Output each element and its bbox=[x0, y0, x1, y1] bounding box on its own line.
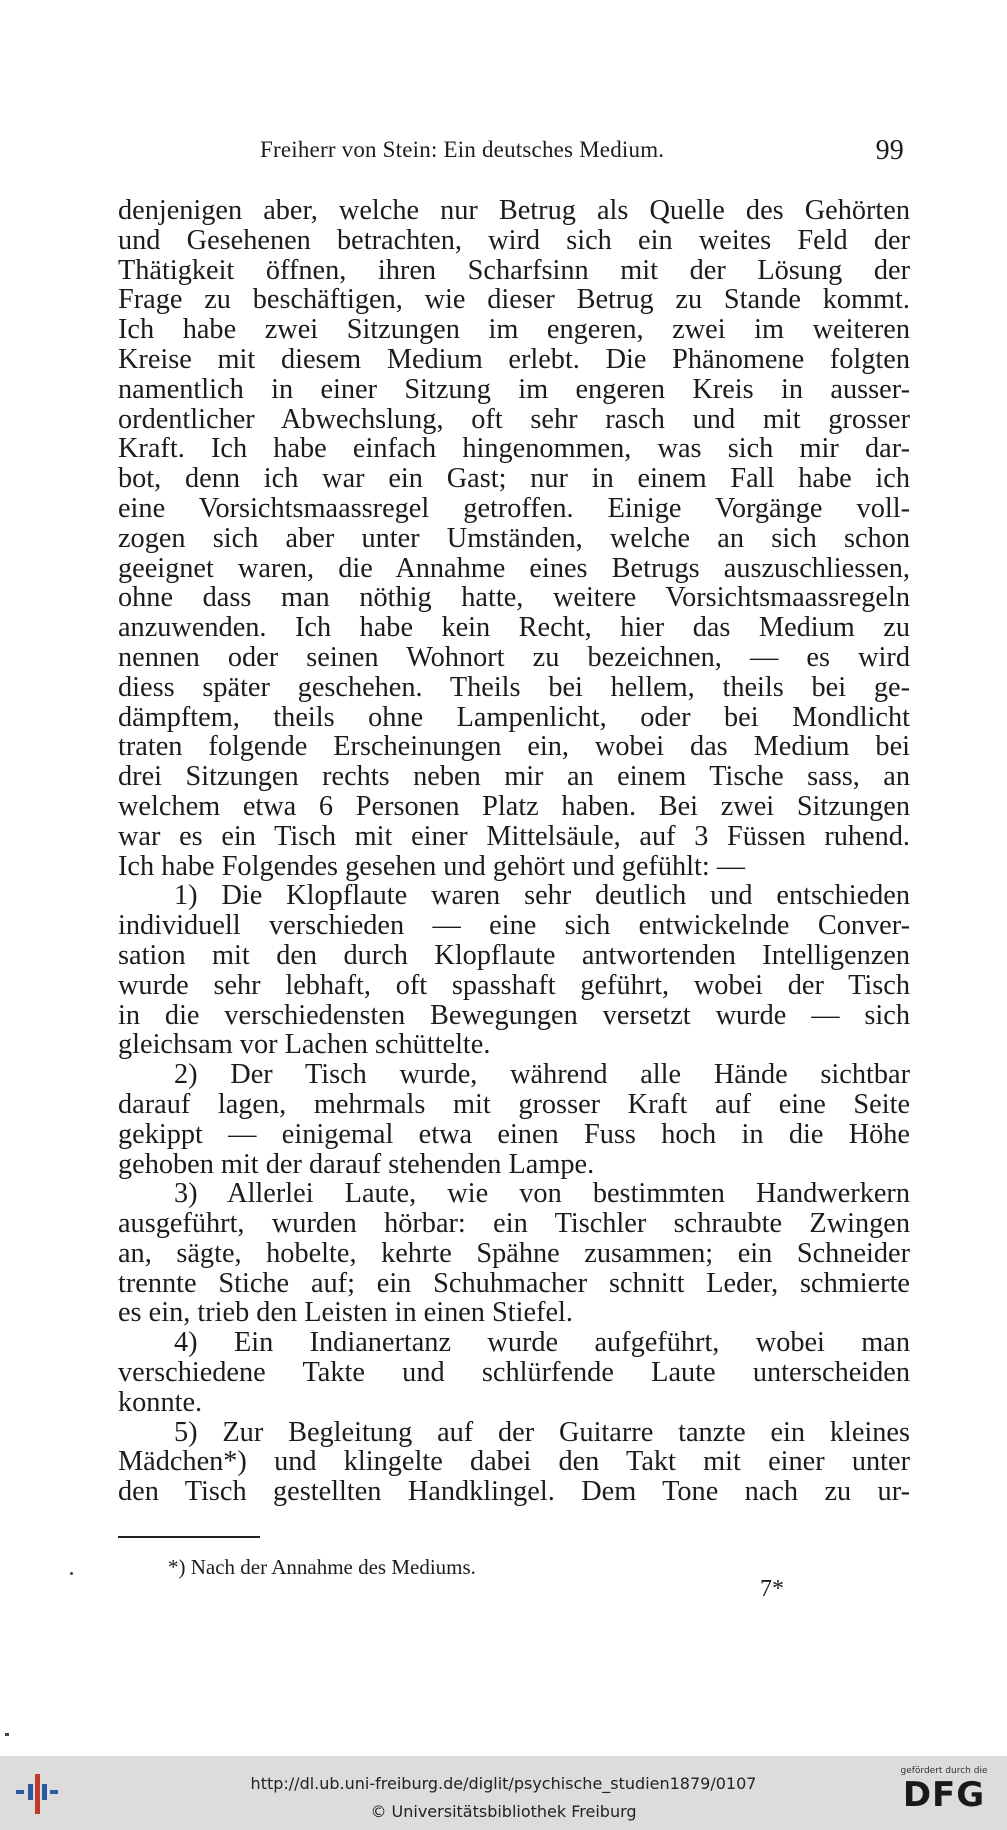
permalink-url[interactable]: http://dl.ub.uni-freiburg.de/diglit/psychische_studien1879/0107 bbox=[250, 1774, 757, 1793]
text-line: Kreise mit diesem Medium erlebt. Die Phänomene folgten bbox=[118, 343, 910, 375]
text-line: gleichsam vor Lachen schüttelte. bbox=[118, 1029, 491, 1061]
text-line: nennen oder seinen Wohnort zu bezeichnen, — es wird bbox=[118, 641, 910, 673]
text-line: Mädchen*) und klingelte dabei den Takt mit einer unter bbox=[118, 1446, 910, 1478]
text-line: wurde sehr lebhaft, oft spasshaft geführt, wobei der Tisch bbox=[118, 969, 910, 1001]
text-line: gehoben mit der darauf stehenden Lampe. bbox=[118, 1148, 595, 1180]
text-line: Ich habe Folgendes gesehen und gehört und gefühlt: — bbox=[118, 850, 746, 882]
text-line: eine Vorsichtsmaassregel getroffen. Einige Vorgänge voll- bbox=[118, 492, 910, 524]
text-line: konnte. bbox=[118, 1386, 203, 1418]
text-line: 1) Die Klopflaute waren sehr deutlich und entschieden bbox=[174, 880, 910, 912]
text-line: gekippt — einigemal etwa einen Fuss hoch in die Höhe bbox=[118, 1118, 910, 1150]
text-line: Ich habe zwei Sitzungen im engeren, zwei im weiteren bbox=[118, 314, 910, 346]
text-line: trennte Stiche auf; ein Schuhmacher schnitt Leder, schmierte bbox=[118, 1267, 910, 1299]
text-line: Kraft. Ich habe einfach hingenommen, was sich mir dar- bbox=[118, 433, 910, 465]
text-line: sation mit den durch Klopflaute antwortenden Intelligenzen bbox=[118, 939, 910, 971]
text-line: denjenigen aber, welche nur Betrug als Quelle des Gehörten bbox=[118, 195, 910, 226]
text-line: es ein, trieb den Leisten in einen Stiefel. bbox=[118, 1297, 573, 1329]
text-line: ohne dass man nöthig hatte, weitere Vorsichtsmaassregeln bbox=[118, 582, 910, 614]
text-line: Thätigkeit öffnen, ihren Scharfsinn mit der Lösung der bbox=[118, 254, 910, 286]
text-line: diess später geschehen. Theils bei hellem, theils bei ge- bbox=[118, 671, 910, 703]
text-line: drei Sitzungen rechts neben mir an einem Tische sass, an bbox=[118, 761, 910, 793]
text-line: welchem etwa 6 Personen Platz haben. Bei zwei Sitzungen bbox=[118, 790, 910, 822]
text-line: Frage zu beschäftigen, wie dieser Betrug zu Stande kommt. bbox=[118, 284, 910, 316]
text-line: traten folgende Erscheinungen ein, wobei das Medium bei bbox=[118, 731, 910, 763]
text-line: und Gesehenen betrachten, wird sich ein weites Feld der bbox=[118, 224, 910, 256]
running-title: Freiherr von Stein: Ein deutsches Medium. bbox=[260, 137, 665, 162]
signature-mark: 7* bbox=[760, 1576, 784, 1602]
text-line: ordentlicher Abwechslung, oft sehr rasch und mit grosser bbox=[118, 403, 910, 435]
text-line: 3) Allerlei Laute, wie von bestimmten Handwerkern bbox=[174, 1178, 910, 1210]
text-line: war es ein Tisch mit einer Mittelsäule, auf 3 Füssen ruhend. bbox=[118, 820, 910, 852]
copyright: © Universitätsbibliothek Freiburg bbox=[370, 1802, 637, 1821]
text-line: individuell verschieden — eine sich entwickelnde Conver- bbox=[118, 910, 910, 942]
viewer-footer bbox=[0, 1756, 1007, 1830]
text-line: 4) Ein Indianertanz wurde aufgeführt, wobei man bbox=[174, 1327, 910, 1359]
text-line: geeignet waren, die Annahme eines Betrugs auszuschliessen, bbox=[118, 552, 910, 584]
footnote-rule bbox=[118, 1536, 260, 1538]
running-header bbox=[120, 137, 910, 173]
text-line: bot, denn ich war ein Gast; nur in einem Fall habe ich bbox=[118, 463, 910, 495]
text-line: zogen sich aber unter Umständen, welche an sich schon bbox=[118, 522, 910, 554]
text-line: anzuwenden. Ich habe kein Recht, hier das Medium zu bbox=[118, 612, 910, 644]
dfg-logo-text: DFG bbox=[902, 1775, 986, 1815]
footnote: *) Nach der Annahme des Mediums. bbox=[168, 1555, 476, 1579]
dfg-funded-label: gefördert durch die bbox=[900, 1766, 988, 1776]
text-line: in die verschiedensten Bewegungen versetzt wurde — sich bbox=[118, 999, 910, 1031]
scan-speck bbox=[70, 1572, 73, 1575]
text-line: darauf lagen, mehrmals mit grosser Kraft auf eine Seite bbox=[118, 1088, 910, 1120]
text-line: an, sägte, hobelte, kehrte Spähne zusammen; ein Schneider bbox=[118, 1237, 910, 1269]
text-line: ausgeführt, wurden hörbar: ein Tischler schraubte Zwingen bbox=[118, 1208, 910, 1240]
page-number: 99 bbox=[875, 135, 904, 166]
scan-speck bbox=[5, 1733, 9, 1736]
text-line: 2) Der Tisch wurde, während alle Hände sichtbar bbox=[174, 1059, 910, 1091]
text-line: den Tisch gestellten Handklingel. Dem Tone nach zu ur- bbox=[118, 1476, 910, 1508]
text-line: dämpftem, theils ohne Lampenlicht, oder bei Mondlicht bbox=[118, 701, 910, 733]
text-line: 5) Zur Begleitung auf der Guitarre tanzte ein kleines bbox=[174, 1416, 910, 1448]
text-line: verschiedene Takte und schlürfende Laute unterscheiden bbox=[118, 1357, 910, 1389]
body-text bbox=[118, 196, 910, 1507]
text-line: namentlich in einer Sitzung im engeren Kreis in ausser- bbox=[118, 373, 910, 405]
dfg-logo-icon[interactable] bbox=[890, 1766, 998, 1826]
